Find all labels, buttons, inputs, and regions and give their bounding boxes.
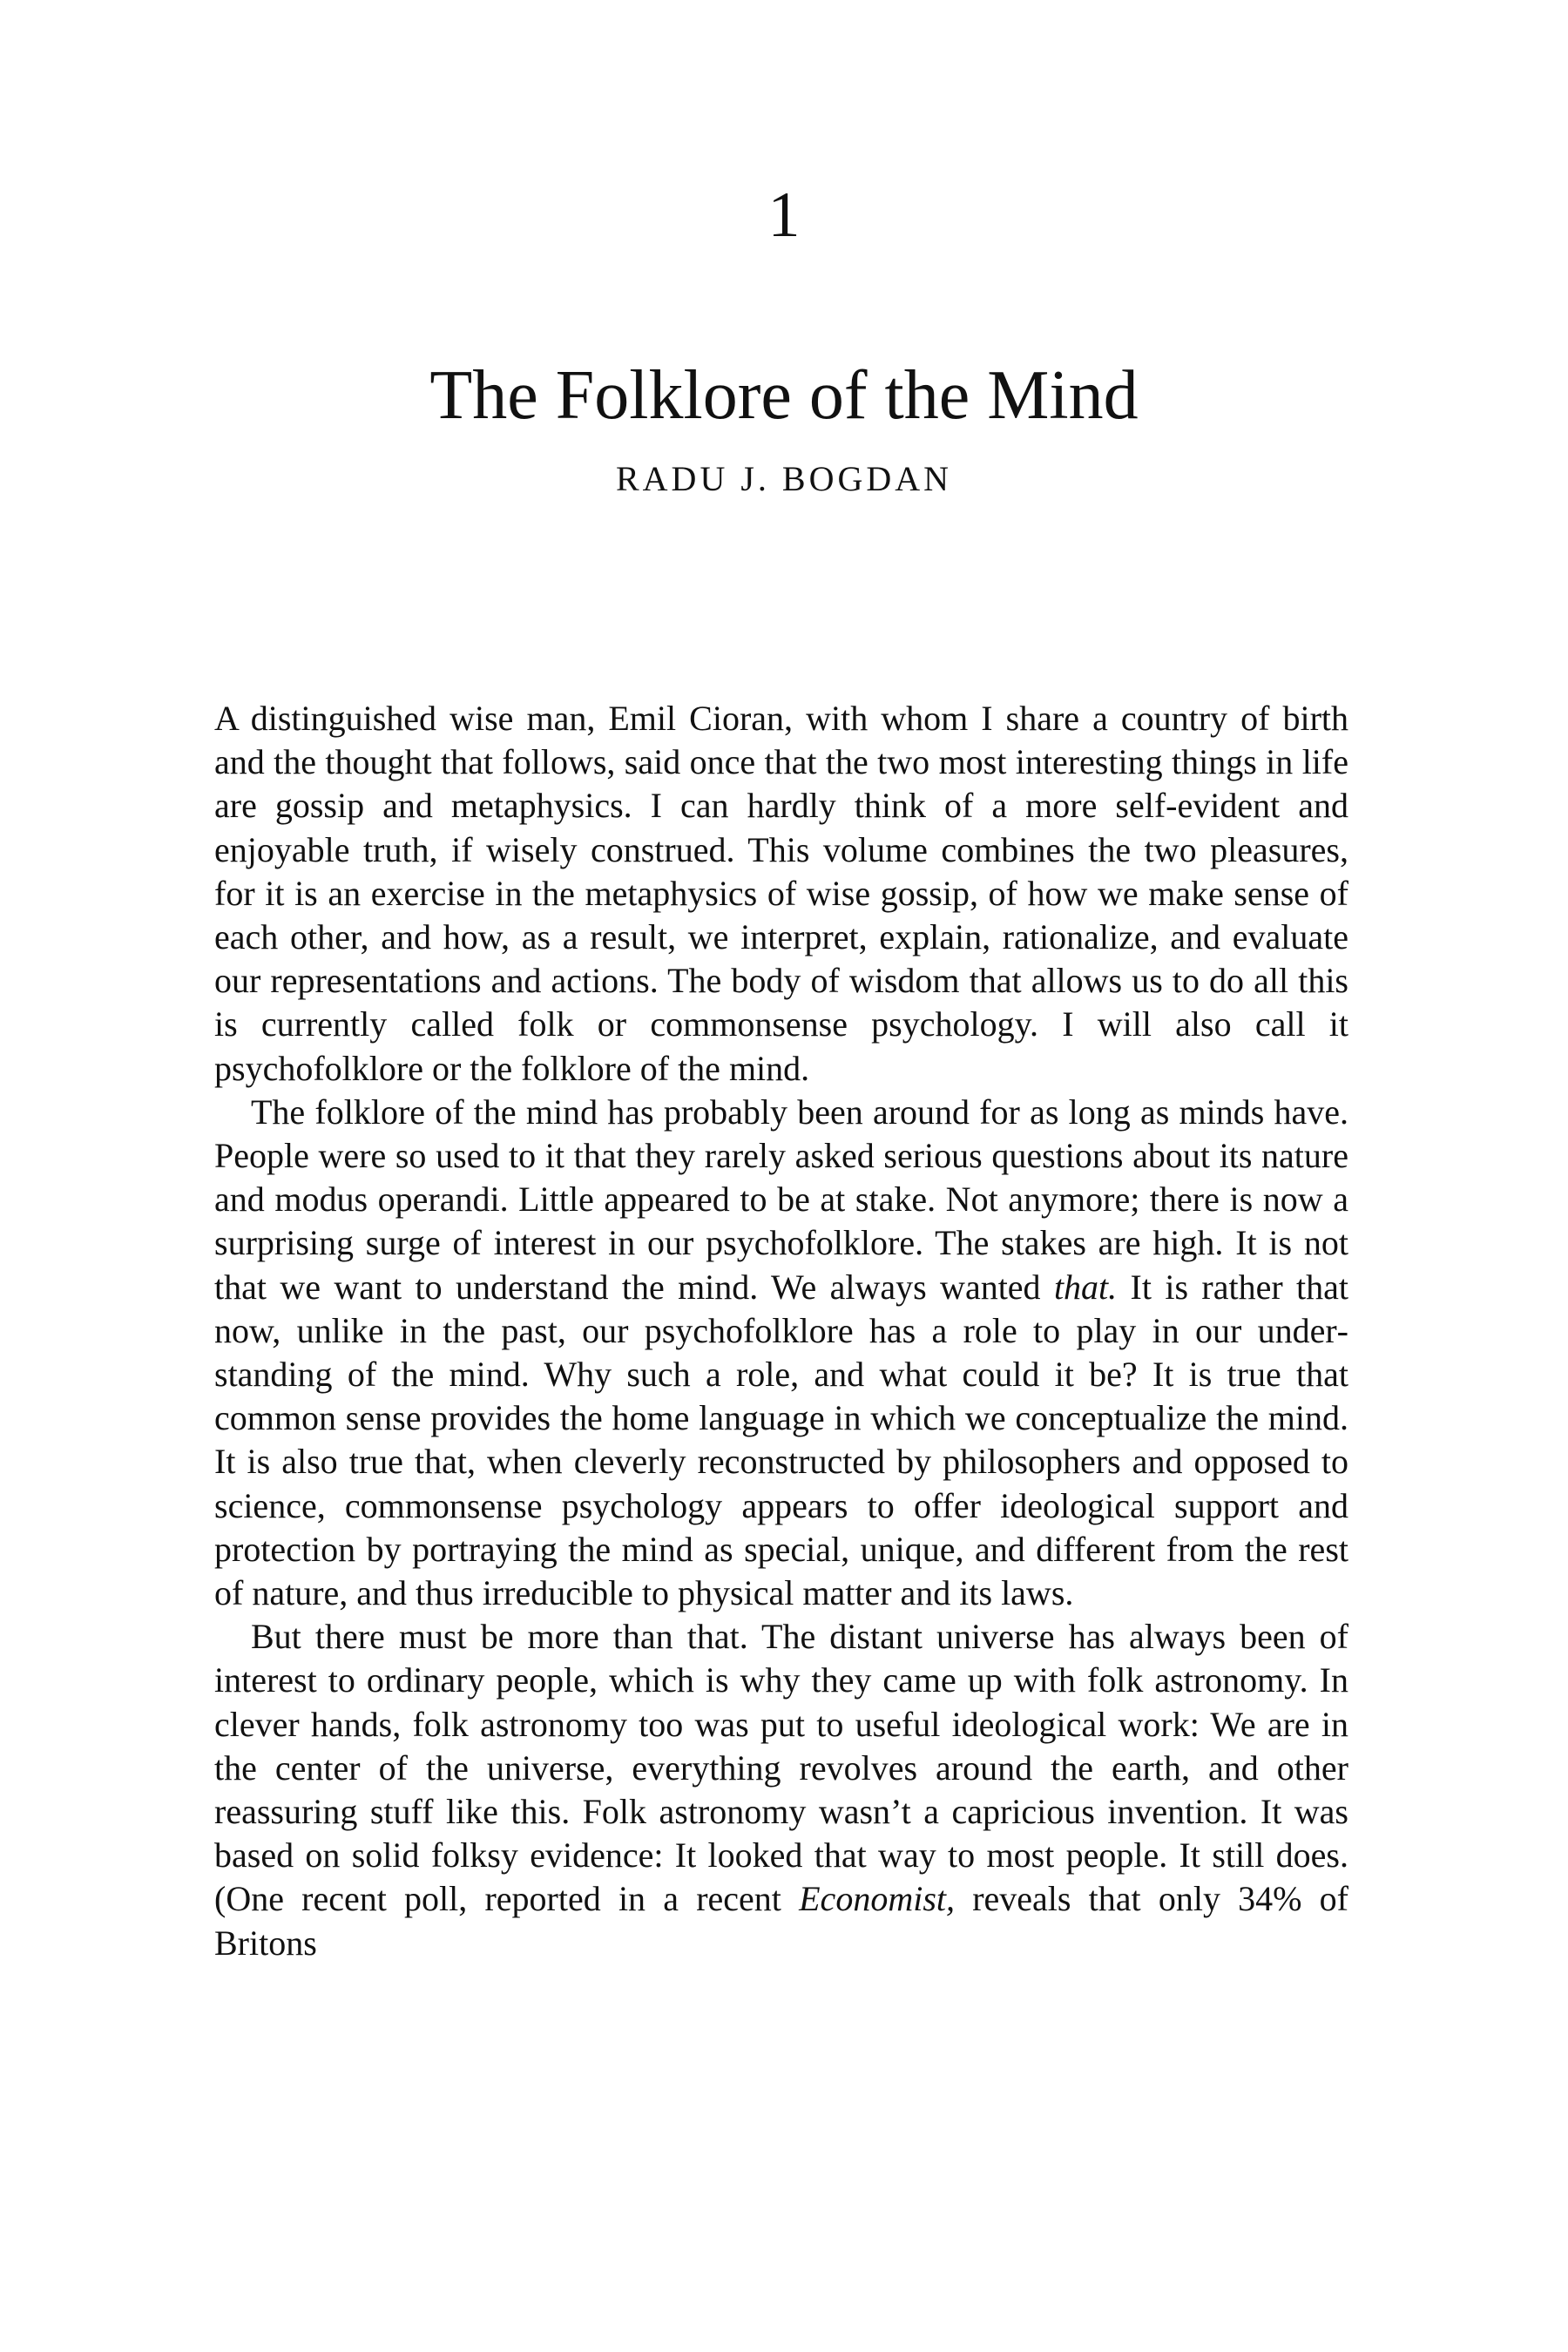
paragraph-3-text-b: reveals that only 34% of Britons bbox=[214, 1879, 1348, 1963]
paragraph-3-emphasis: Economist, bbox=[799, 1879, 955, 1919]
paragraph-3 bbox=[214, 1615, 1348, 1965]
paragraph-1: A distinguished wise man, Emil Cioran, with whom I share a country of birth and the thought that follows, said once that the two most interesting things in life are gossip and metaphysics. I can hardly think of a more self-evident and enjoyable truth, if wisely construed. This volume combines the two pleasures, for it is an exercise in the metaphysics of wise gossip, of how we make sense of each other, and how, as a result, we interpret, explain, rationalize, and evaluate our representations and actions. The body of wisdom that allows us to do all this is currently called folk or commonsense psychology. I will also call it psychofolklore or the folklore of the mind. bbox=[214, 699, 1348, 1088]
paragraph-2 bbox=[214, 1091, 1348, 1615]
paragraph-3-text-a: But there must be more than that. The distant universe has always been of interest to ordinary people, which is why they came up with folk astronomy. In clever hands, folk astronomy too was put to useful ideological work: We are in the center of the universe, everything revolves around the earth, and other reassuring stuff like this. Folk astronomy wasn’t a capricious invention. It was based on solid folksy evidence: It looked that way to most people. It still does. (One recent poll, reported in a recent bbox=[214, 1617, 1348, 1919]
chapter-author: RADU J. BOGDAN bbox=[615, 459, 953, 498]
paragraph-2-text-a: The folklore of the mind has probably been around for as long as minds have. People were so used to it that they rarely asked serious questions about its nature and modus operandi. Little appeared to be at stake. Not anymore; there is now a surprising surge of interest in our psychofolklore. The stakes are high. It is not that we want to understand the mind. We always wanted bbox=[214, 1092, 1348, 1307]
chapter-body bbox=[214, 697, 1348, 1965]
chapter-number: 1 bbox=[767, 179, 801, 251]
paragraph-2-emphasis: that. bbox=[1053, 1267, 1118, 1307]
paragraph-2-text-b: It is rather that now, unlike in the past, our psychofolklore has a role to play in our understanding of the mind. Why such a role, and what could it be? It is true that common sense provides the home language in which we conceptualize the mind. It is also true that, when cleverly reconstructed by philosophers and opposed to science, commonsense psychology appears to offer ideological support and protection by portraying the mind as special, unique, and different from the rest of nature, and thus irreducible to physical matter and its laws. bbox=[214, 1267, 1348, 1613]
chapter-title: The Folklore of the Mind bbox=[429, 357, 1139, 434]
